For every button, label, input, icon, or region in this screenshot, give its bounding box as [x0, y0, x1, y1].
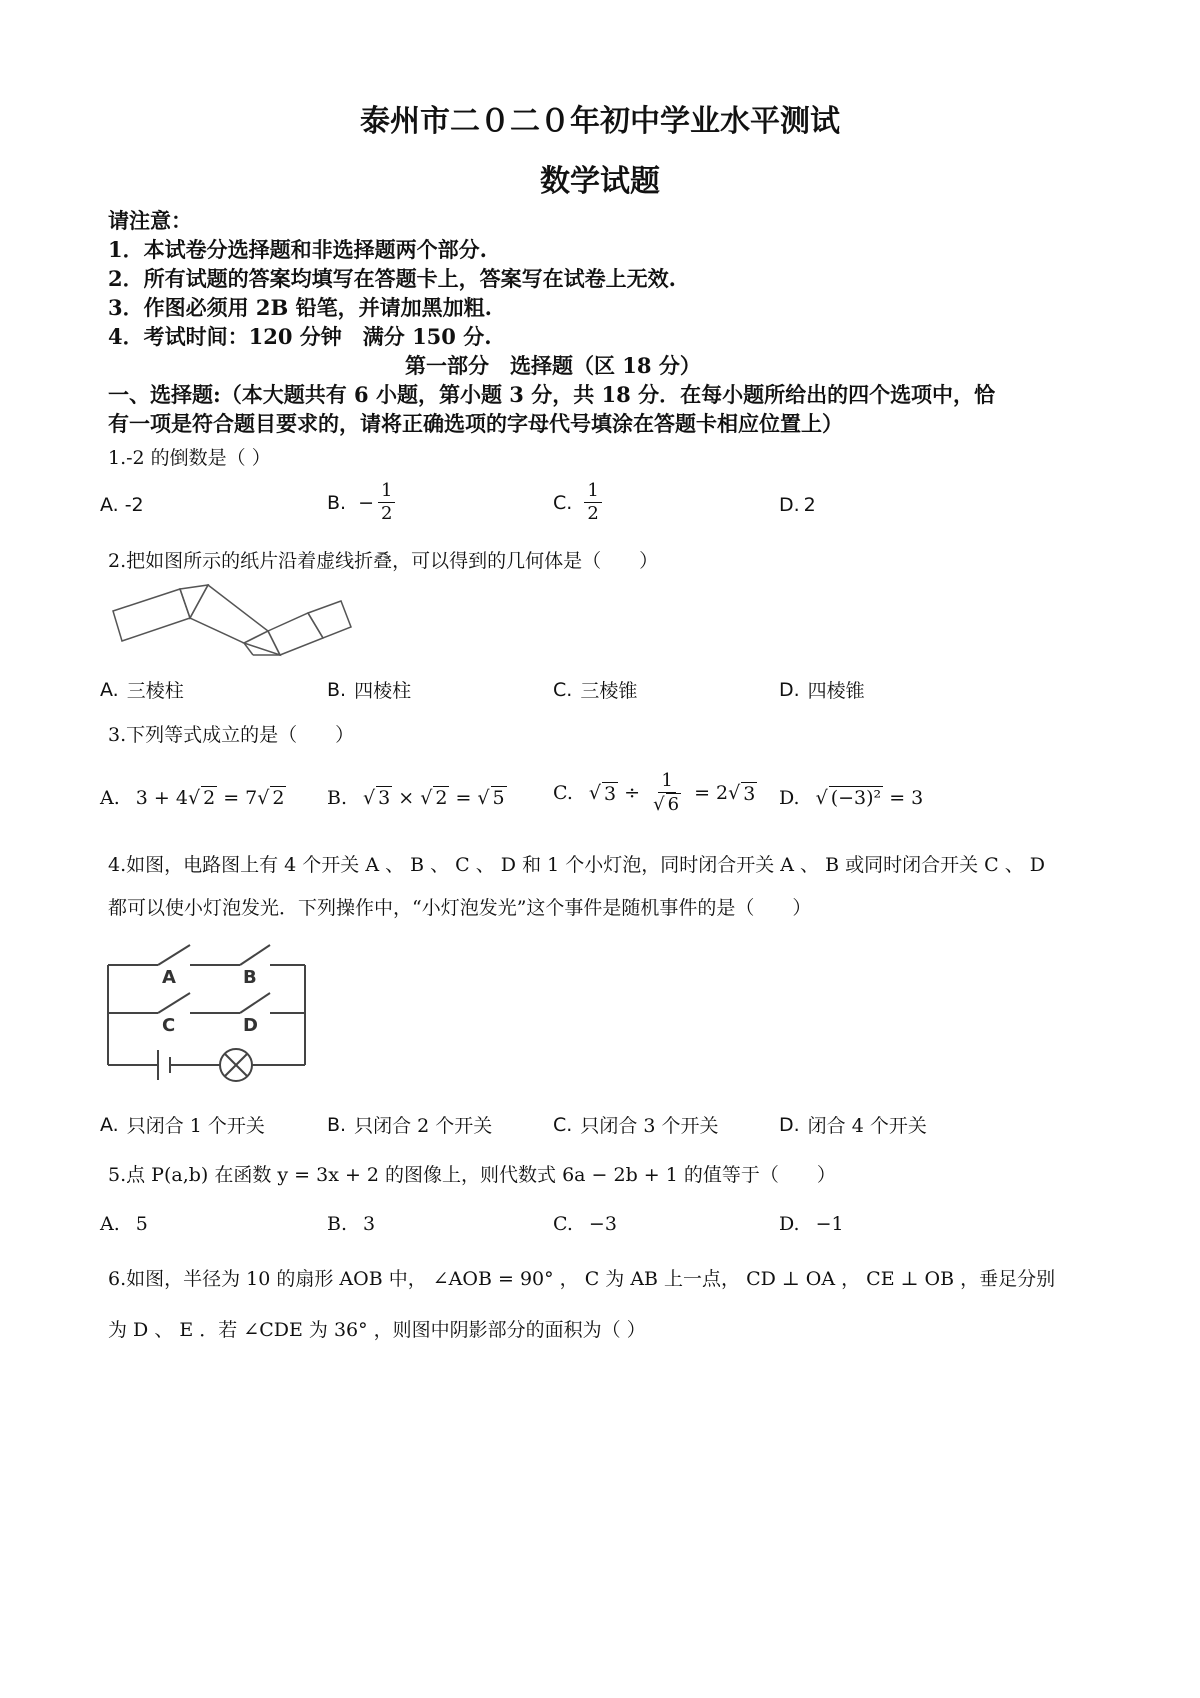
q2-option-b[interactable]: [327, 676, 411, 703]
q5-option-a[interactable]: [100, 1213, 148, 1235]
q1-d-text: 2: [803, 494, 816, 516]
q2-b-text: 四棱柱: [354, 680, 412, 702]
q3-b-label: B.: [327, 786, 348, 809]
section-instructions-line2: 有一项是符合题目要求的，请将正确选项的字母代号填涂在答题卡相应位置上）: [108, 411, 843, 436]
q1-option-a[interactable]: [100, 494, 144, 516]
notice-item-4: 4．考试时间：120 分钟 满分 150 分.: [108, 324, 492, 349]
q3-a-pre: 3 + 4: [135, 786, 188, 809]
q4-option-b[interactable]: [327, 1111, 492, 1138]
q4-circuit-diagram: [100, 935, 315, 1085]
q1-option-c[interactable]: [553, 480, 606, 525]
q5-a-label: A.: [100, 1213, 120, 1235]
q6-stem-line1: 6.如图，半径为 10 的扇形 AOB 中， ∠AOB = 90° ， C 为 AB 上一点， CD ⊥ OA ， CE ⊥ OB ，垂足分别: [108, 1268, 1056, 1290]
q2-a-text: 三棱柱: [126, 680, 184, 702]
q6-stem-line2: 为 D 、 E ．若 ∠CDE 为 36° ，则图中阴影部分的面积为（ ）: [108, 1319, 646, 1341]
q5-option-c[interactable]: [553, 1213, 617, 1235]
q3-b-radicand-1: 3: [378, 787, 391, 809]
switch-b-label: B: [243, 967, 257, 988]
q3-c-fraction: [650, 770, 684, 816]
exam-subtitle: 数学试题: [540, 164, 660, 199]
q3-c-div: ÷: [618, 782, 647, 804]
q4-d-text: 闭合 4 个开关: [807, 1115, 927, 1137]
q3-d-label: D.: [779, 786, 800, 809]
q1-a-text: -2: [124, 494, 144, 516]
q2-a-label: A.: [100, 678, 119, 701]
net-rect-left: [113, 589, 190, 641]
q4-c-text: 只闭合 3 个开关: [580, 1115, 719, 1137]
q5-d-label: D.: [779, 1213, 800, 1235]
q1-c-fraction: [584, 480, 601, 525]
q3-b-radicand-3: 5: [492, 787, 505, 809]
q3-option-a[interactable]: A. 3 + 4 √ 2 = 7 √ 2: [100, 786, 285, 809]
q3-b-mid-2: =: [449, 786, 478, 809]
q3-c-denominator-wrap: √ 6: [653, 794, 680, 815]
q3-option-b[interactable]: B. √ 3 × √ 2 = √ 5: [327, 786, 505, 809]
q1-b-numerator: 1: [378, 480, 395, 503]
q3-b-radicand-2: 2: [435, 787, 448, 809]
q1-c-denominator: 2: [587, 503, 599, 524]
q2-d-label: D.: [779, 678, 800, 701]
q3-c-label: C.: [553, 782, 573, 804]
q3-b-mid-1: ×: [392, 786, 421, 809]
q3-c-denominator: 6: [667, 794, 680, 815]
q2-stem: 2.把如图所示的纸片沿着虚线折叠，可以得到的几何体是（ ）: [108, 550, 659, 572]
switch-d-blade: [240, 993, 270, 1013]
switch-d-label: D: [243, 1015, 258, 1036]
q4-stem-line2: 都可以使小灯泡发光．下列操作中，“小灯泡发光”这个事件是随机事件的是（ ）: [108, 897, 812, 919]
q5-option-d[interactable]: [779, 1213, 844, 1235]
q4-option-d[interactable]: [779, 1111, 927, 1138]
q4-stem-line1: 4.如图，电路图上有 4 个开关 A 、 B 、 C 、 D 和 1 个小灯泡，同时闭合开关 A 、 B 或同时闭合开关 C 、 D: [108, 854, 1045, 876]
q3-a-mid: = 7: [217, 786, 258, 809]
switch-b-blade: [240, 945, 270, 965]
q4-b-label: B.: [327, 1113, 347, 1136]
q3-a-radicand-2: 2: [272, 787, 285, 809]
q2-option-a[interactable]: [100, 676, 184, 703]
q2-c-label: C.: [553, 678, 573, 701]
q1-option-b[interactable]: [327, 480, 399, 525]
q3-c-numerator: 1: [658, 770, 675, 793]
q3-c-eq: = 2: [688, 782, 729, 804]
q5-a-text: 5: [135, 1213, 148, 1235]
q2-option-d[interactable]: [779, 676, 865, 703]
q3-c-radicand-2: 3: [743, 782, 756, 805]
q5-stem: 5.点 P(a,b) 在函数 y = 3x + 2 的图像上，则代数式 6a − 2b + 1 的值等于（ ）: [108, 1164, 836, 1186]
q2-d-text: 四棱锥: [807, 680, 865, 702]
q1-option-d[interactable]: [779, 494, 816, 516]
q3-a-radicand-1: 2: [203, 787, 216, 809]
switch-a-blade: [158, 945, 190, 965]
net-rect-middle: [190, 585, 268, 643]
q1-a-label: A.: [100, 494, 119, 516]
q3-d-eq: = 3: [883, 786, 924, 809]
q1-d-label: D.: [779, 494, 800, 516]
switch-a-label: A: [162, 967, 176, 988]
q2-option-c[interactable]: [553, 676, 637, 703]
q3-a-label: A.: [100, 786, 120, 809]
notice-item-3: 3．作图必须用 2B 铅笔，并请加黑加粗.: [108, 295, 492, 320]
q1-c-numerator: 1: [584, 480, 601, 503]
q4-a-text: 只闭合 1 个开关: [126, 1115, 265, 1137]
q5-b-label: B.: [327, 1213, 348, 1235]
q4-option-c[interactable]: [553, 1111, 718, 1138]
q3-d-radicand: (−3)²: [830, 787, 882, 809]
net-triangle-top-left: [180, 585, 208, 618]
q2-b-label: B.: [327, 678, 347, 701]
q1-stem: 1.-2 的倒数是（ ）: [108, 447, 271, 469]
q4-option-a[interactable]: [100, 1111, 265, 1138]
q1-b-fraction: [378, 480, 395, 525]
q4-d-label: D.: [779, 1113, 800, 1136]
q5-option-b[interactable]: [327, 1213, 375, 1235]
q3-c-radicand-1: 3: [604, 782, 617, 805]
q3-stem: 3.下列等式成立的是（ ）: [108, 724, 355, 746]
q5-b-text: 3: [363, 1213, 376, 1235]
q5-d-text: −1: [815, 1213, 844, 1235]
q2-c-text: 三棱锥: [580, 680, 638, 702]
section-instructions-line1: 一、选择题:（本大题共有 6 小题，第小题 3 分，共 18 分．在每小题所给出的四个选项中，恰: [108, 382, 996, 407]
notice-heading: 请注意：: [108, 208, 192, 233]
q4-b-text: 只闭合 2 个开关: [354, 1115, 493, 1137]
q3-option-c[interactable]: C. √ 3 ÷ $\frac{1}{√ 6}$ = 2 √ 3: [553, 770, 756, 815]
q1-b-label: B.: [327, 491, 347, 514]
notice-item-1: 1．本试卷分选择题和非选择题两个部分.: [108, 237, 487, 262]
q1-b-denominator: 2: [381, 503, 393, 524]
q4-c-label: C.: [553, 1113, 573, 1136]
switch-c-label: C: [162, 1015, 176, 1036]
q2-paper-net-figure: [108, 583, 358, 663]
q1-c-label: C.: [553, 491, 573, 514]
q3-option-d[interactable]: D. √ (−3)² = 3: [779, 786, 924, 809]
q4-a-label: A.: [100, 1113, 119, 1136]
q5-c-label: C.: [553, 1213, 573, 1235]
q1-b-sign: −: [358, 491, 374, 514]
net-rect-right-outer: [308, 601, 351, 638]
notice-item-2: 2．所有试题的答案均填写在答题卡上，答案写在试卷上无效.: [108, 266, 676, 291]
switch-c-blade: [158, 993, 190, 1013]
part1-heading: 第一部分 选择题（区 18 分）: [405, 353, 701, 378]
q5-c-text: −3: [588, 1213, 617, 1235]
exam-title: 泰州市二０二０年初中学业水平测试: [360, 104, 840, 139]
